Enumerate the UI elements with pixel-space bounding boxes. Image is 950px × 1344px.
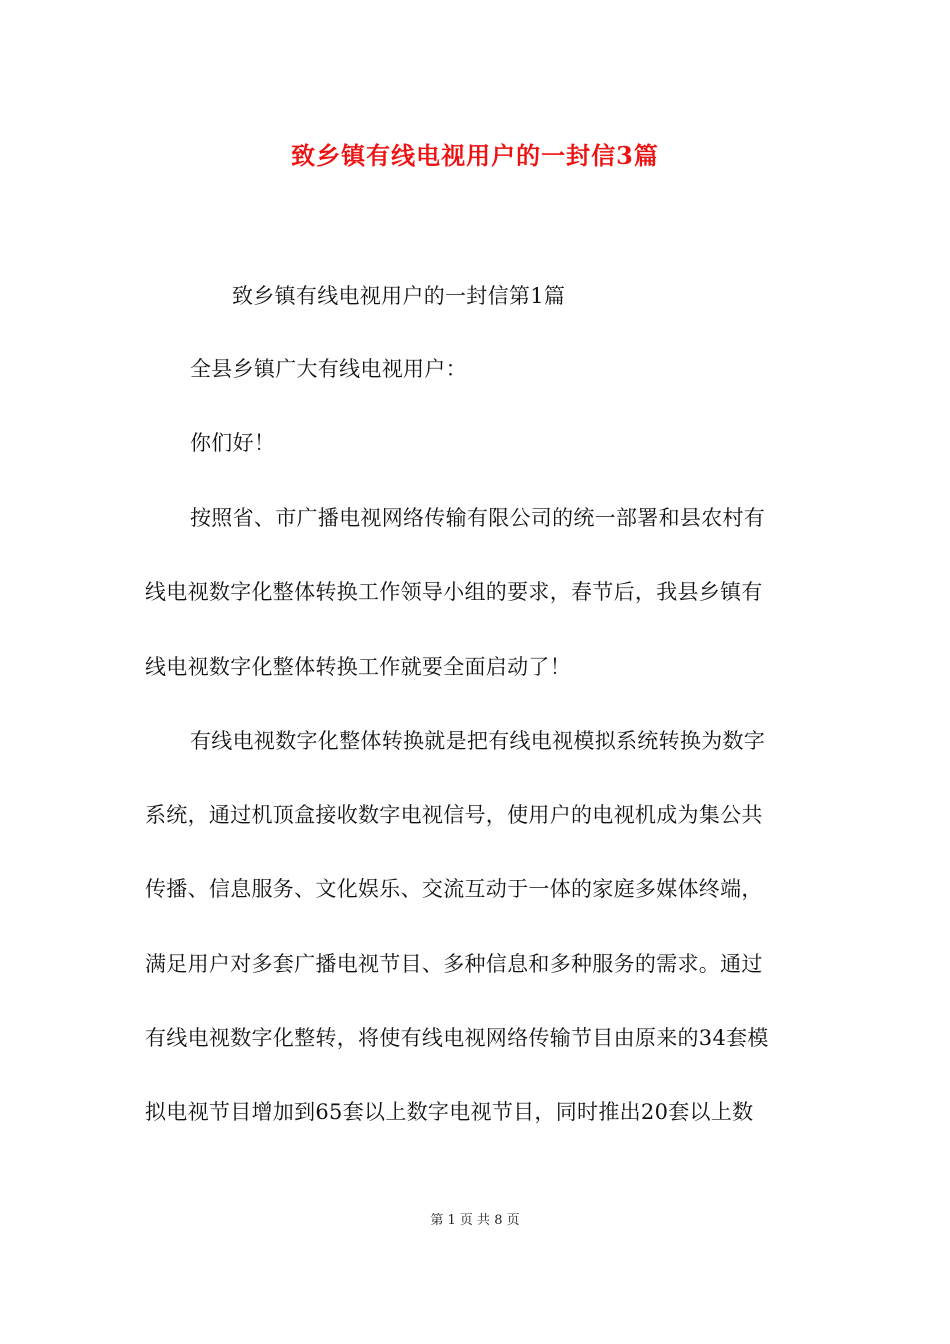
document-title: 致乡镇有线电视用户的一封信3篇 (291, 141, 659, 170)
body-line: 系统，通过机顶盒接收数字电视信号，使用户的电视机成为集公共 (145, 803, 763, 827)
body-line: 有线电视数字化整体转换就是把有线电视模拟系统转换为数字 (190, 729, 766, 753)
body-line: 满足用户对多套广播电视节目、多种信息和多种服务的需求。通过 (145, 952, 763, 976)
body-line: 拟电视节目增加到65套以上数字电视节目，同时推出20套以上数 (145, 1100, 754, 1124)
page-footer: 第 1 页 共 8 页 (430, 1213, 520, 1228)
salutation: 全县乡镇广大有线电视用户： (190, 357, 467, 381)
body-line: 传播、信息服务、文化娱乐、交流互动于一体的家庭多媒体终端， (145, 877, 763, 901)
body-line: 按照省、市广播电视网络传输有限公司的统一部署和县农村有 (190, 506, 766, 530)
body-line: 线电视数字化整体转换工作就要全面启动了！ (145, 655, 571, 679)
body-line: 线电视数字化整体转换工作领导小组的要求，春节后，我县乡镇有 (145, 580, 763, 604)
greeting: 你们好！ (190, 431, 276, 455)
section-heading: 致乡镇有线电视用户的一封信第1篇 (232, 284, 566, 308)
body-line: 有线电视数字化整转，将使有线电视网络传输节目由原来的34套模 (145, 1026, 769, 1050)
